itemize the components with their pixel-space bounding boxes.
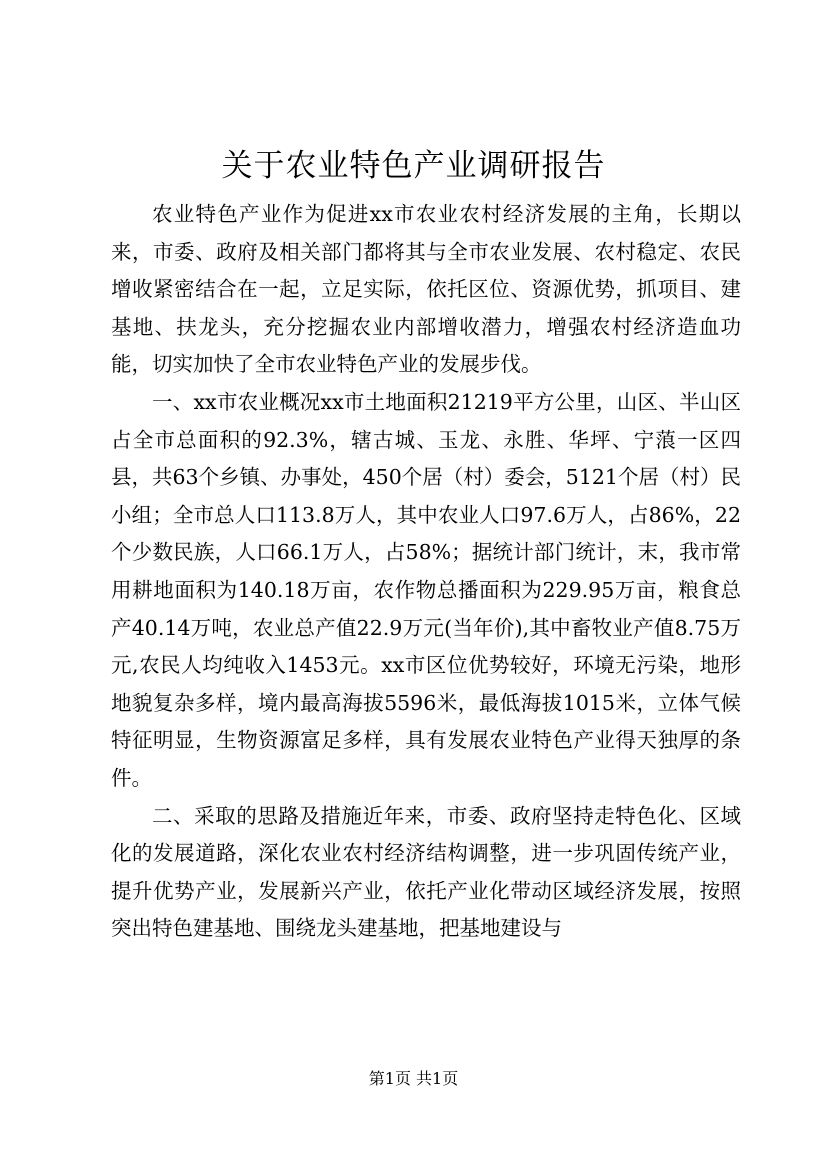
document-title: 关于农业特色产业调研报告 — [221, 148, 606, 184]
page-number-footer: 第1页 共1页 — [368, 1069, 459, 1088]
paragraph-section-1: 一、xx市农业概况xx市土地面积21219平方公里，山区、半山区占全市总面积的92.3%，辖古城、玉龙、永胜、华坪、宁蒗一区四县，共63个乡镇、办事处，450个居（村）委会，5121个居（村）民小组；全市总人口113.8万人，其中农业人口97.6万人，占86%，22个少数民族，人口66.1万人，占58%；据统计部门统计，末，我市常用耕地面积为140.18万亩，农作物总播面积为229.95万亩，粮食总产40.14万吨，农业总产值22.9万元(当年价),其中畜牧业产值8.75万元,农民人均纯收入1453元。xx市区位优势较好，环境无污染，地形地貌复杂多样，境内最高海拔5596米，最低海拔1015米，立体气候特征明显，生物资源富足多样，具有发展农业特色产业得天独厚的条件。 — [111, 389, 741, 790]
paragraph-section-2: 二、采取的思路及措施近年来，市委、政府坚持走特色化、区域化的发展道路，深化农业农村经济结构调整，进一步巩固传统产业，提升优势产业，发展新兴产业，依托产业化带动区域经济发展，按照突出特色建基地、围绕龙头建基地，把基地建设与 — [111, 803, 741, 941]
paragraph-intro: 农业特色产业作为促进xx市农业农村经济发展的主角，长期以来，市委、政府及相关部门都将其与全市农业发展、农村稳定、农民增收紧密结合在一起，立足实际，依托区位、资源优势，抓项目、建基地、扶龙头，充分挖掘农业内部增收潜力，增强农村经济造血功能，切实加快了全市农业特色产业的发展步伐。 — [111, 202, 741, 377]
document-body — [111, 196, 741, 948]
